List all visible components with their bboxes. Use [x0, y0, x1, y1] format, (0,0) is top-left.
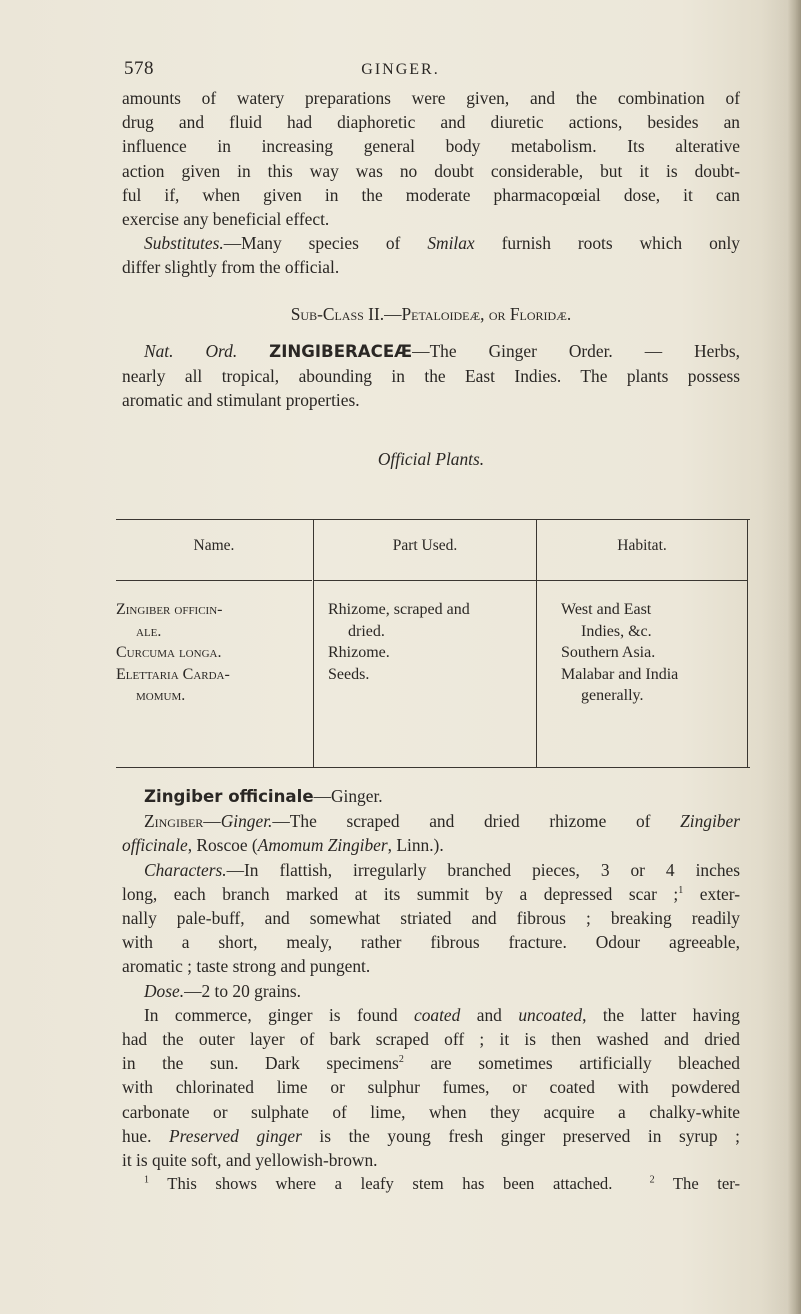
official-plants-table	[116, 519, 750, 768]
text-line: aromatic ; taste strong and pungent.	[122, 956, 371, 977]
synonym-line-2: officinale, Roscoe (Amomum Zingiber, Linn.).	[122, 835, 444, 856]
characters-label: Characters.	[144, 859, 227, 880]
subclass-heading-block	[122, 302, 740, 326]
table-header-habitat: Habitat.	[617, 537, 667, 554]
header-rule	[537, 580, 747, 581]
official-plants-heading: Official Plants.	[377, 449, 485, 469]
running-head: GINGER.	[361, 61, 440, 78]
text-line: nally pale-buff, and somewhat striated and fibrous ; breaking readily	[122, 908, 740, 929]
footnote-ref-1[interactable]: 1	[678, 885, 684, 897]
text-line: aromatic and stimulant properties.	[122, 390, 360, 411]
opening-paragraph	[122, 86, 740, 231]
dose-label: Dose.	[144, 980, 185, 1001]
substitutes-label: Substitutes.	[144, 233, 224, 253]
order-paragraph: Nat. Ord. ZINGIBERACEÆ—The Ginger Order. — Herbs, nearly all tropical, abounding in the East Indies. The plants possess aromatic and stimulant properties.	[122, 339, 740, 413]
commerce-line: In commerce, ginger is found coated and uncoated, the latter having	[144, 1004, 740, 1025]
table-header-part-used: Part Used.	[392, 537, 458, 554]
footnote-marker-1: 1	[144, 1174, 149, 1186]
text-line: it is quite soft, and yellowish-brown.	[122, 1150, 378, 1171]
table-cell-names: Zingiber officin- ale. Curcuma longa. Elettaria Carda- momum.	[116, 601, 230, 705]
text-line: in the sun. Dark specimens$^2$ are sometimes artificially bleached	[122, 1053, 740, 1074]
text-line: nearly all tropical, abounding in the East Indies. The plants possess	[122, 366, 740, 387]
page-number: 578	[124, 58, 154, 79]
order-name: ZINGIBERACEÆ	[269, 342, 413, 361]
text-line: with chlorinated lime or sulphur fumes, or coated with powdered	[122, 1077, 740, 1098]
table-column-name	[116, 520, 312, 767]
text-line: hue. Preserved ginger is the young fresh ginger preserved in syrup ;	[122, 1125, 741, 1146]
dose-line: Dose.—2 to 20 grains.	[144, 980, 301, 1001]
footnotes-line: $^1$ This shows where a leafy stem has been attached. $^2$ The ter-	[144, 1174, 740, 1194]
text-line: ful if, when given in the moderate pharmacopœial dose, it can	[122, 184, 740, 205]
text-line: exercise any beneficial effect.	[122, 209, 330, 230]
table-cell-parts: Rhizome, scraped and dried. Rhizome. Seeds.	[328, 601, 470, 683]
characters-line: Characters.—In flattish, irregularly branched pieces, 3 or 4 inches	[144, 859, 740, 880]
header-rule	[314, 580, 536, 581]
ginger-section	[122, 784, 740, 1196]
genus-smilax: Smilax	[427, 233, 475, 253]
text-line: drug and fluid had diaphoretic and diuretic actions, besides an	[122, 112, 740, 133]
order-label: Nat. Ord.	[144, 341, 238, 361]
text-line: action given in this way was no doubt considerable, but it is doubt-	[122, 160, 740, 181]
substitutes-paragraph: Substitutes.—Many species of Smilax furnish roots which only differ slightly from the official.	[122, 231, 740, 279]
text-line: differ slightly from the official.	[122, 257, 340, 278]
table-cell-habitats: West and East Indies, &c. Southern Asia. Malabar and India generally.	[561, 601, 679, 705]
ginger-title-line: Zingiber officinale—Ginger.	[144, 786, 383, 806]
synonym-line: Zingiber—Ginger.—The scraped and dried rhizome of Zingiber	[144, 811, 740, 832]
text-line: carbonate or sulphate of lime, when they acquire a chalky-white	[122, 1101, 740, 1122]
page-edge-shadow	[787, 0, 801, 1314]
text-line: had the outer layer of bark scraped off ; it is then washed and dried	[122, 1029, 740, 1050]
table-header-name: Name.	[193, 537, 235, 554]
official-plants-heading-block	[122, 447, 740, 471]
footnote-marker-2: 2	[649, 1174, 655, 1186]
text-line: with a short, mealy, rather fibrous fracture. Odour agreeable,	[122, 932, 740, 953]
text-line: influence in increasing general body metabolism. Its alterative	[122, 136, 740, 157]
table-column-habitat	[536, 520, 748, 767]
ginger-title: Zingiber officinale	[144, 787, 314, 806]
table-column-part-used	[313, 520, 536, 767]
footnote-ref-2[interactable]: 2	[398, 1054, 404, 1066]
header-rule	[116, 580, 312, 581]
text-line: long, each branch marked at its summit by a depressed scar ;$^1$ exter-	[122, 883, 740, 904]
subclass-heading: Sub-Class II.—Petaloideæ, or Floridæ.	[290, 304, 572, 324]
text-line: amounts of watery preparations were given, and the combination of	[122, 88, 740, 108]
